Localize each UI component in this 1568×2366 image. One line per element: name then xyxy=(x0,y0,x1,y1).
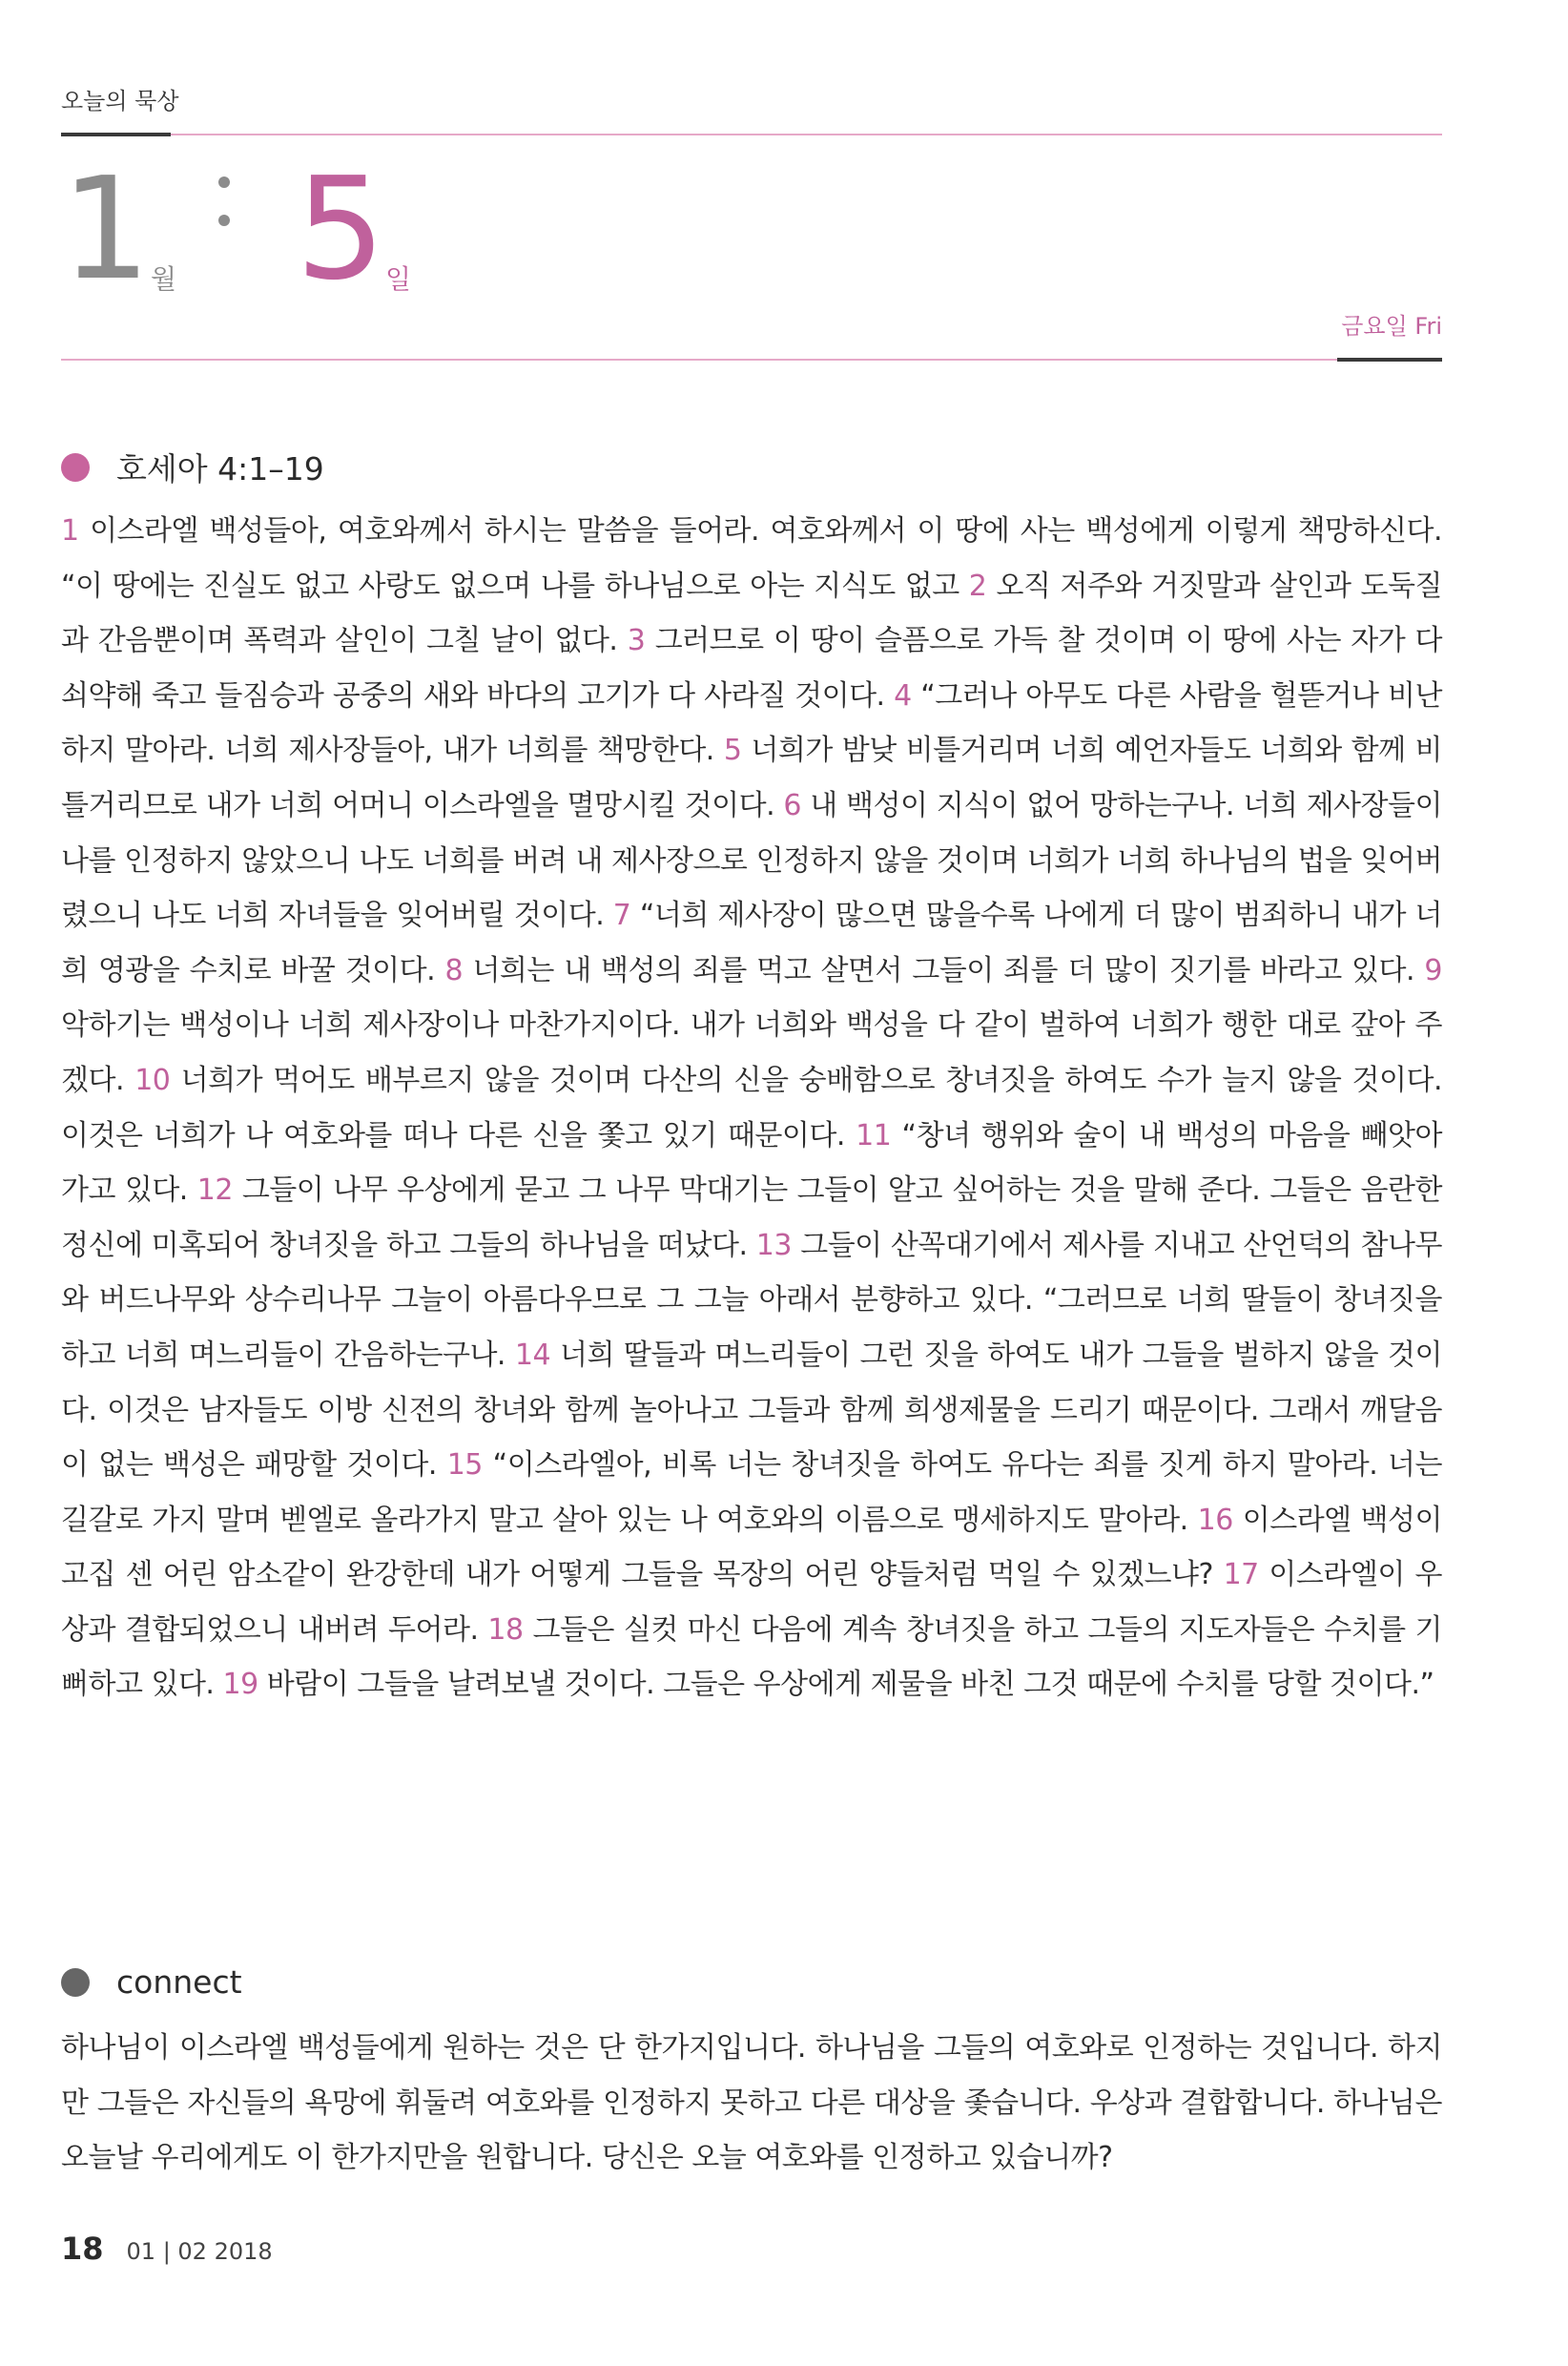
verse-text: “너희 제사장이 많으면 많을수록 나에게 더 많이 범죄하니 내가 너희 영광을 수치로 바꿀 것이다. xyxy=(61,899,1442,987)
day-unit: 일 xyxy=(385,263,412,295)
connect-body: 하나님이 이스라엘 백성들에게 원하는 것은 단 한가지입니다. 하나님을 그들의 여호와로 인정하는 것입니다. 하지만 그들은 자신들의 욕망에 휘둘려 여호와를 인정하지 못하고 다른 대상을 좇습니다. 우상과 결합합니다. 하나님은 오늘날 우리에게도 이 한가지만을 원합니다. 당신은 오늘 여호와를 인정하고 있습니까? xyxy=(61,2031,1442,2175)
verse-text: 악하기는 백성이나 너희 제사장이나 마찬가지이다. 내가 너희와 백성을 다 같이 벌하여 너희가 행한 대로 갚아 주겠다. xyxy=(61,1008,1442,1097)
verse-number: 11 xyxy=(856,1118,892,1152)
verse-number: 4 xyxy=(894,678,912,713)
verse-number: 12 xyxy=(196,1173,233,1208)
verse-number: 19 xyxy=(222,1668,258,1702)
issue-date: 01 | 02 2018 xyxy=(126,2238,273,2265)
passage-reference: 호세아 4:1–19 xyxy=(116,450,324,488)
verse-number: 15 xyxy=(446,1448,483,1483)
verse-text: “그러나 아무도 다른 사람을 헐뜯거나 비난하지 말아라. 너희 제사장들아, 내가 너희를 책망한다. xyxy=(61,678,1442,768)
page-footer xyxy=(61,2231,273,2267)
connect-heading xyxy=(61,1963,242,2001)
bullet-dot-icon xyxy=(61,1968,90,1997)
weekday-label: 금요일 Fri xyxy=(1341,313,1442,340)
verse-text: “이스라엘아, 비록 너는 창녀짓을 하여도 유다는 죄를 짓게 하지 말아라. 너는 길갈로 가지 말며 벧엘로 올라가지 말고 살아 있는 나 여호와의 이름으로 맹세하지도 말아라. xyxy=(61,1448,1442,1537)
header-rule xyxy=(61,134,1442,135)
passage-heading xyxy=(61,445,324,489)
verse-number: 18 xyxy=(487,1612,524,1647)
page-number: 18 xyxy=(61,2231,104,2267)
verse-number: 14 xyxy=(514,1338,551,1372)
verse-number: 16 xyxy=(1197,1503,1233,1537)
verse-number: 5 xyxy=(723,734,742,768)
header-rule-accent xyxy=(61,133,171,136)
date-colon xyxy=(218,176,232,253)
verse-text: 그들이 나무 우상에게 묻고 그 나무 막대기는 그들이 알고 싶어하는 것을 말해 준다. 그들은 음란한 정신에 미혹되어 창녀짓을 하고 그들의 하나님을 떠났다. xyxy=(61,1173,1442,1262)
verse-text: 그들은 실컷 마신 다음에 계속 창녀짓을 하고 그들의 지도자들은 수치를 기뻐하고 있다. xyxy=(61,1612,1442,1702)
passage-body xyxy=(61,504,1442,1712)
verse-number: 6 xyxy=(783,788,801,822)
date-rule xyxy=(61,359,1442,361)
verse-text: 너희가 밤낮 비틀거리며 너희 예언자들도 너희와 함께 비틀거리므로 내가 너희 어머니 이스라엘을 멸망시킬 것이다. xyxy=(61,734,1443,822)
verse-text: 이스라엘이 우상과 결합되었으니 내버려 두어라. xyxy=(61,1558,1442,1647)
verse-text: 오직 저주와 거짓말과 살인과 도둑질과 간음뿐이며 폭력과 살인이 그칠 날이 없다. xyxy=(61,569,1442,658)
verse-number: 13 xyxy=(755,1228,792,1262)
verse-number: 10 xyxy=(134,1063,171,1097)
verse-text: 이스라엘 백성들아, 여호와께서 하시는 말씀을 들어라. 여호와께서 이 땅에 사는 백성에게 이렇게 책망하신다. “이 땅에는 진실도 없고 사랑도 없으며 나를 하나님으로 아는 지식도 없고 xyxy=(61,514,1442,603)
day-numeral: 5 xyxy=(296,147,386,311)
date-block xyxy=(61,147,633,311)
verse-number: 17 xyxy=(1223,1558,1259,1592)
connect-label: connect xyxy=(116,1963,242,2001)
verse-number: 9 xyxy=(1424,953,1442,987)
verse-number: 8 xyxy=(444,953,464,987)
verse-text: 너희가 먹어도 배부르지 않을 것이며 다산의 신을 숭배함으로 창녀짓을 하여도 수가 늘지 않을 것이다. 이것은 너희가 나 여호와를 떠나 다른 신을 쫓고 있기 때문이다. xyxy=(61,1063,1443,1152)
verse-number: 2 xyxy=(968,569,987,603)
verse-text: 너희는 내 백성의 죄를 먹고 살면서 그들이 죄를 더 많이 짓기를 바라고 있다. xyxy=(472,953,1415,987)
bullet-dot-icon xyxy=(61,453,90,482)
verse-number: 3 xyxy=(627,624,646,658)
verse-number: 7 xyxy=(612,899,631,933)
date-rule-accent xyxy=(1337,358,1442,362)
verse-text: 그들이 산꼭대기에서 제사를 지내고 산언덕의 참나무와 버드나무와 상수리나무 그늘이 아름다우므로 그 그늘 아래서 분향하고 있다. “그러므로 너희 딸들이 창녀짓을 하고 너희 며느리들이 간음하는구나. xyxy=(61,1228,1442,1372)
verse-text: 이스라엘 백성이 고집 센 어린 암소같이 완강한데 내가 어떻게 그들을 목장의 어린 양들처럼 먹일 수 있겠느냐? xyxy=(61,1503,1443,1592)
verse-text: 그러므로 이 땅이 슬픔으로 가득 찰 것이며 이 땅에 사는 자가 다 쇠약해 죽고 들짐승과 공중의 새와 바다의 고기가 다 사라질 것이다. xyxy=(61,624,1442,713)
verse-text: 너희 딸들과 며느리들이 그런 짓을 하여도 내가 그들을 벌하지 않을 것이다. 이것은 남자들도 이방 신전의 창녀와 함께 놀아나고 그들과 함께 희생제물을 드리기 때문이다. 그래서 깨달음이 없는 백성은 패망할 것이다. xyxy=(61,1338,1442,1483)
month-numeral: 1 xyxy=(61,147,152,311)
verse-text: “창녀 행위와 술이 내 백성의 마음을 빼앗아 가고 있다. xyxy=(61,1118,1442,1208)
series-title: 오늘의 묵상 xyxy=(61,88,179,114)
verse-text: 내 백성이 지식이 없어 망하는구나. 너희 제사장들이 나를 인정하지 않았으니 나도 너희를 버려 내 제사장으로 인정하지 않을 것이며 너희가 너희 하나님의 법을 잊어버렸으니 나도 너희 자녀들을 잊어버릴 것이다. xyxy=(61,788,1442,933)
verse-text: 바람이 그들을 날려보낼 것이다. 그들은 우상에게 제물을 바친 그것 때문에 수치를 당할 것이다.” xyxy=(266,1668,1434,1702)
verse-number: 1 xyxy=(61,514,79,548)
month-unit: 월 xyxy=(151,263,177,295)
